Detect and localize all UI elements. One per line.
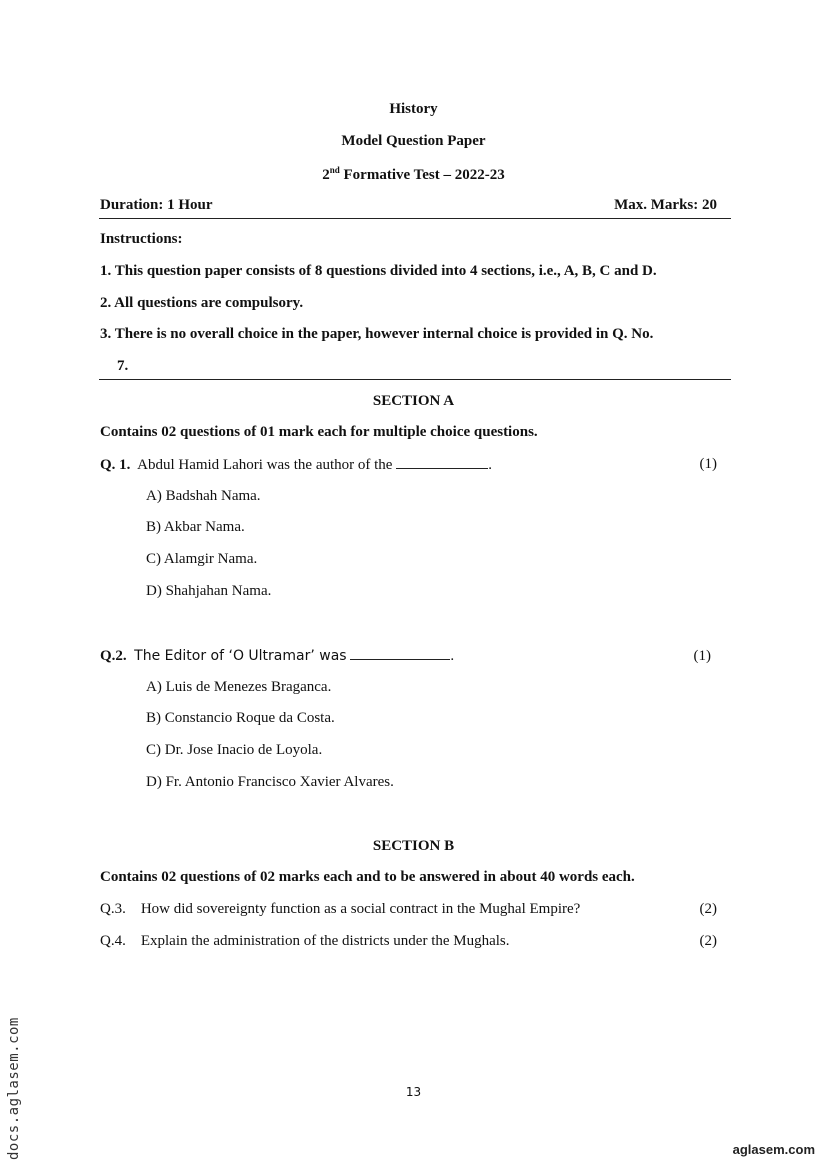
- question-marks: (1): [693, 648, 711, 664]
- section-b-description: Contains 02 questions of 02 marks each and to be answered in about 40 words each.: [100, 869, 635, 885]
- question-text: Explain the administration of the districts under the Mughals.: [140, 933, 510, 949]
- option: D) Shahjahan Nama.: [146, 583, 272, 599]
- duration: Duration: 1 Hour: [100, 197, 213, 213]
- option: A) Badshah Nama.: [146, 488, 261, 504]
- test-ordinal: 2: [322, 167, 330, 183]
- option: D) Fr. Antonio Francisco Xavier Alvares.: [146, 774, 394, 790]
- instructions-title: Instructions:: [100, 231, 183, 247]
- option: A) Luis de Menezes Braganca.: [146, 679, 332, 695]
- question-marks: (2): [699, 901, 717, 917]
- question-number: Q.4.: [100, 933, 126, 949]
- test-ordinal-suffix: nd: [329, 165, 340, 175]
- paper-type: Model Question Paper: [341, 133, 486, 149]
- brand-link[interactable]: aglasem.com: [732, 1142, 815, 1157]
- answer-blank: [396, 456, 488, 469]
- instruction-item: 2. All questions are compulsory.: [100, 295, 304, 311]
- question-text: How did sovereignty function as a social contract in the Mughal Empire?: [140, 901, 581, 917]
- question-end: .: [488, 457, 492, 473]
- subject-title: History: [389, 101, 438, 117]
- test-title: [0, 165, 827, 184]
- question-4: [100, 933, 510, 950]
- question-number: Q.3.: [100, 901, 126, 917]
- section-a-title: SECTION A: [372, 393, 455, 409]
- answer-blank: [350, 647, 450, 660]
- question-text: Abdul Hamid Lahori was the author of the: [137, 457, 393, 473]
- page-number: 13: [405, 1085, 422, 1099]
- question-marks: (1): [699, 456, 717, 472]
- question-2: [100, 647, 454, 665]
- max-marks: Max. Marks: 20: [614, 197, 717, 213]
- section-b-title: SECTION B: [372, 838, 455, 854]
- option: C) Dr. Jose Inacio de Loyola.: [146, 742, 323, 758]
- question-1: [100, 456, 492, 474]
- question-end: .: [450, 648, 455, 664]
- option: B) Constancio Roque da Costa.: [146, 710, 335, 726]
- side-watermark: docs.aglasem.com: [6, 1017, 22, 1160]
- instructions-divider: [99, 379, 731, 380]
- instruction-item: 3. There is no overall choice in the paper, however internal choice is provided in Q. No.: [100, 326, 654, 342]
- instruction-item: 7.: [117, 358, 129, 374]
- test-name: Formative Test – 2022-23: [343, 167, 505, 183]
- header-divider: [99, 218, 731, 219]
- question-number: Q.2.: [100, 648, 127, 664]
- option: C) Alamgir Nama.: [146, 551, 258, 567]
- option: B) Akbar Nama.: [146, 519, 245, 535]
- instruction-item: 1. This question paper consists of 8 questions divided into 4 sections, i.e., A, B, C and D.: [100, 263, 657, 279]
- question-number: Q. 1.: [100, 457, 131, 473]
- section-a-description: Contains 02 questions of 01 mark each for multiple choice questions.: [100, 424, 538, 440]
- question-marks: (2): [699, 933, 717, 949]
- question-3: [100, 901, 580, 918]
- question-text: The Editor of ‘O Ultramar’ was: [134, 648, 347, 664]
